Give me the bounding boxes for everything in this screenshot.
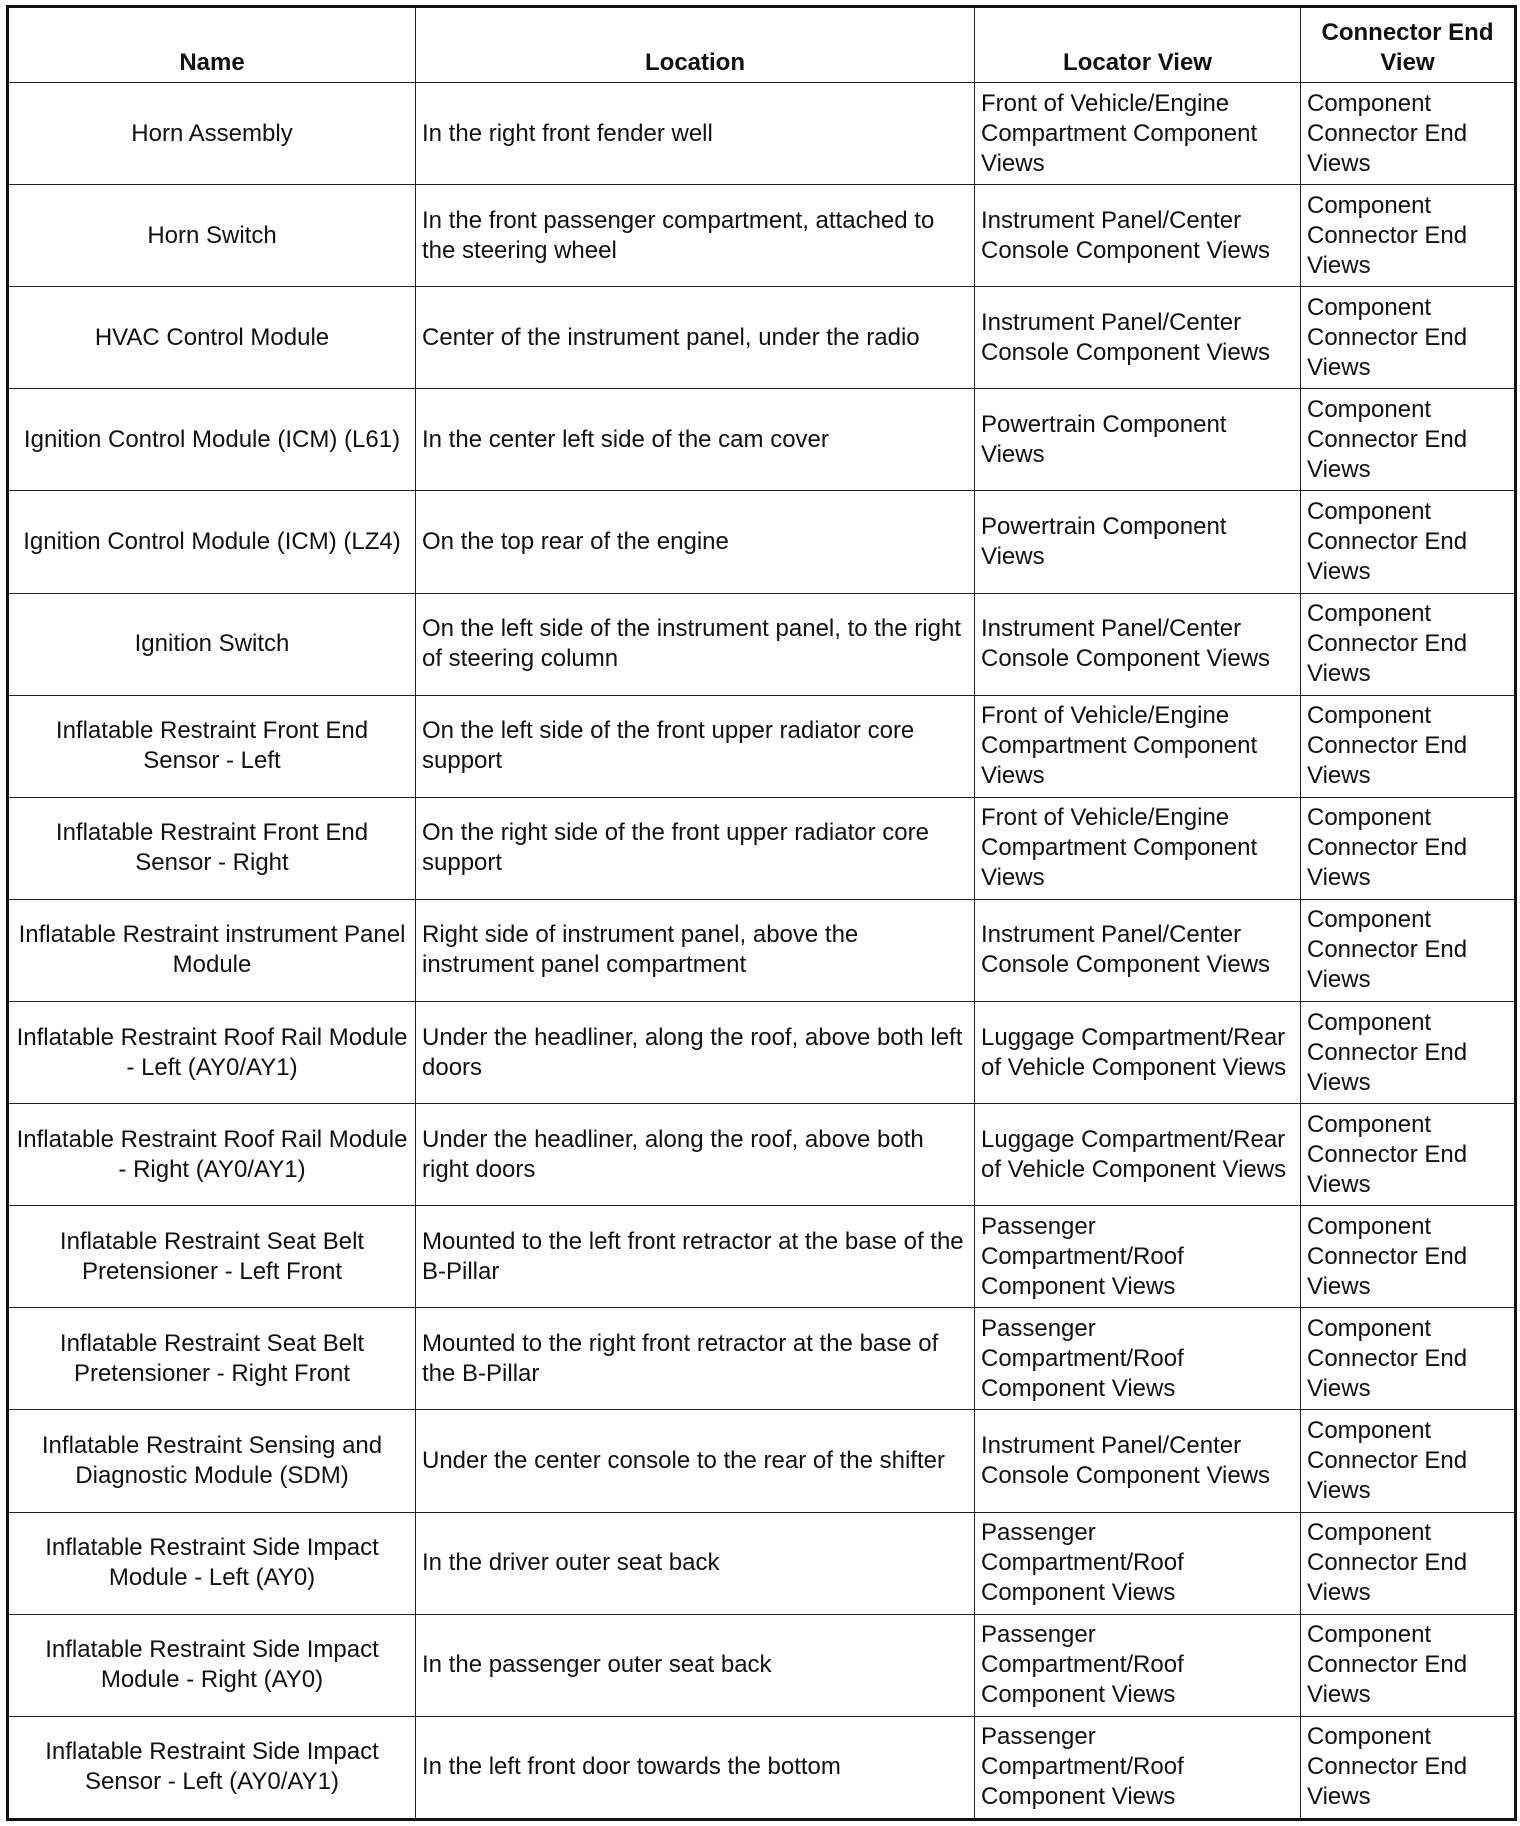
cell-name: Inflatable Restraint instrument Panel Module (8, 899, 416, 1001)
cell-locator-view: Passenger Compartment/Roof Component Views (975, 1716, 1301, 1819)
cell-connector-end-view: Component Connector End Views (1301, 83, 1516, 185)
cell-locator-view: Front of Vehicle/Engine Compartment Component Views (975, 695, 1301, 797)
cell-connector-end-view: Component Connector End Views (1301, 1104, 1516, 1206)
cell-location: On the left side of the front upper radiator core support (416, 695, 975, 797)
cell-location: In the left front door towards the bottom (416, 1716, 975, 1819)
cell-name: Inflatable Restraint Sensing and Diagnostic Module (SDM) (8, 1410, 416, 1512)
cell-location: Under the headliner, along the roof, above both right doors (416, 1104, 975, 1206)
cell-connector-end-view: Component Connector End Views (1301, 1308, 1516, 1410)
cell-locator-view: Luggage Compartment/Rear of Vehicle Component Views (975, 1104, 1301, 1206)
cell-name: Horn Assembly (8, 83, 416, 185)
cell-locator-view: Passenger Compartment/Roof Component Views (975, 1614, 1301, 1716)
cell-name: Ignition Control Module (ICM) (LZ4) (8, 491, 416, 593)
cell-location: Right side of instrument panel, above the instrument panel compartment (416, 899, 975, 1001)
cell-connector-end-view: Component Connector End Views (1301, 1716, 1516, 1819)
cell-locator-view: Luggage Compartment/Rear of Vehicle Component Views (975, 1001, 1301, 1103)
cell-location: In the driver outer seat back (416, 1512, 975, 1614)
cell-name: Inflatable Restraint Roof Rail Module - Left (AY0/AY1) (8, 1001, 416, 1103)
cell-location: In the center left side of the cam cover (416, 389, 975, 491)
cell-connector-end-view: Component Connector End Views (1301, 185, 1516, 287)
cell-connector-end-view: Component Connector End Views (1301, 593, 1516, 695)
cell-name: Inflatable Restraint Seat Belt Pretensioner - Left Front (8, 1206, 416, 1308)
cell-connector-end-view: Component Connector End Views (1301, 1614, 1516, 1716)
cell-connector-end-view: Component Connector End Views (1301, 1512, 1516, 1614)
cell-location: On the top rear of the engine (416, 491, 975, 593)
cell-location: Center of the instrument panel, under the radio (416, 287, 975, 389)
cell-location: On the right side of the front upper radiator core support (416, 797, 975, 899)
column-header-connector-end-view: Connector End View (1301, 7, 1516, 83)
cell-name: Inflatable Restraint Roof Rail Module - Right (AY0/AY1) (8, 1104, 416, 1206)
table-row (8, 797, 1516, 899)
table-row (8, 1308, 1516, 1410)
cell-name: HVAC Control Module (8, 287, 416, 389)
table-header-row (8, 7, 1516, 83)
cell-connector-end-view: Component Connector End Views (1301, 797, 1516, 899)
cell-locator-view: Instrument Panel/Center Console Component Views (975, 1410, 1301, 1512)
table-row (8, 491, 1516, 593)
cell-name: Inflatable Restraint Side Impact Module - Left (AY0) (8, 1512, 416, 1614)
cell-connector-end-view: Component Connector End Views (1301, 695, 1516, 797)
cell-locator-view: Front of Vehicle/Engine Compartment Component Views (975, 797, 1301, 899)
cell-connector-end-view: Component Connector End Views (1301, 899, 1516, 1001)
table-row (8, 1001, 1516, 1103)
table-row (8, 1410, 1516, 1512)
cell-name: Ignition Control Module (ICM) (L61) (8, 389, 416, 491)
column-header-name: Name (8, 7, 416, 83)
cell-connector-end-view: Component Connector End Views (1301, 491, 1516, 593)
cell-location: Mounted to the right front retractor at the base of the B-Pillar (416, 1308, 975, 1410)
cell-name: Inflatable Restraint Side Impact Module - Right (AY0) (8, 1614, 416, 1716)
column-header-locator-view: Locator View (975, 7, 1301, 83)
table-row (8, 695, 1516, 797)
cell-name: Inflatable Restraint Seat Belt Pretensioner - Right Front (8, 1308, 416, 1410)
table-body (8, 83, 1516, 1820)
cell-locator-view: Powertrain Component Views (975, 389, 1301, 491)
table-row (8, 1104, 1516, 1206)
table-row (8, 389, 1516, 491)
cell-location: In the passenger outer seat back (416, 1614, 975, 1716)
cell-locator-view: Passenger Compartment/Roof Component Views (975, 1512, 1301, 1614)
cell-locator-view: Instrument Panel/Center Console Component Views (975, 593, 1301, 695)
table-row (8, 1512, 1516, 1614)
cell-connector-end-view: Component Connector End Views (1301, 1206, 1516, 1308)
cell-location: Mounted to the left front retractor at the base of the B-Pillar (416, 1206, 975, 1308)
cell-location: Under the headliner, along the roof, above both left doors (416, 1001, 975, 1103)
table-row (8, 1206, 1516, 1308)
cell-connector-end-view: Component Connector End Views (1301, 287, 1516, 389)
cell-locator-view: Passenger Compartment/Roof Component Views (975, 1206, 1301, 1308)
table-row (8, 287, 1516, 389)
cell-name: Inflatable Restraint Front End Sensor - Right (8, 797, 416, 899)
table-row (8, 83, 1516, 185)
cell-locator-view: Instrument Panel/Center Console Component Views (975, 185, 1301, 287)
table-row (8, 1716, 1516, 1819)
cell-location: Under the center console to the rear of the shifter (416, 1410, 975, 1512)
cell-name: Inflatable Restraint Side Impact Sensor - Left (AY0/AY1) (8, 1716, 416, 1819)
cell-name: Horn Switch (8, 185, 416, 287)
cell-name: Inflatable Restraint Front End Sensor - Left (8, 695, 416, 797)
column-header-location: Location (416, 7, 975, 83)
cell-locator-view: Powertrain Component Views (975, 491, 1301, 593)
cell-name: Ignition Switch (8, 593, 416, 695)
cell-connector-end-view: Component Connector End Views (1301, 389, 1516, 491)
cell-location: In the right front fender well (416, 83, 975, 185)
cell-location: On the left side of the instrument panel, to the right of steering column (416, 593, 975, 695)
cell-locator-view: Front of Vehicle/Engine Compartment Component Views (975, 83, 1301, 185)
table-row (8, 899, 1516, 1001)
cell-locator-view: Instrument Panel/Center Console Component Views (975, 899, 1301, 1001)
cell-location: In the front passenger compartment, attached to the steering wheel (416, 185, 975, 287)
cell-locator-view: Instrument Panel/Center Console Component Views (975, 287, 1301, 389)
cell-locator-view: Passenger Compartment/Roof Component Views (975, 1308, 1301, 1410)
table-row (8, 1614, 1516, 1716)
table-row (8, 593, 1516, 695)
cell-connector-end-view: Component Connector End Views (1301, 1410, 1516, 1512)
component-locator-table (6, 5, 1517, 1821)
cell-connector-end-view: Component Connector End Views (1301, 1001, 1516, 1103)
table-row (8, 185, 1516, 287)
